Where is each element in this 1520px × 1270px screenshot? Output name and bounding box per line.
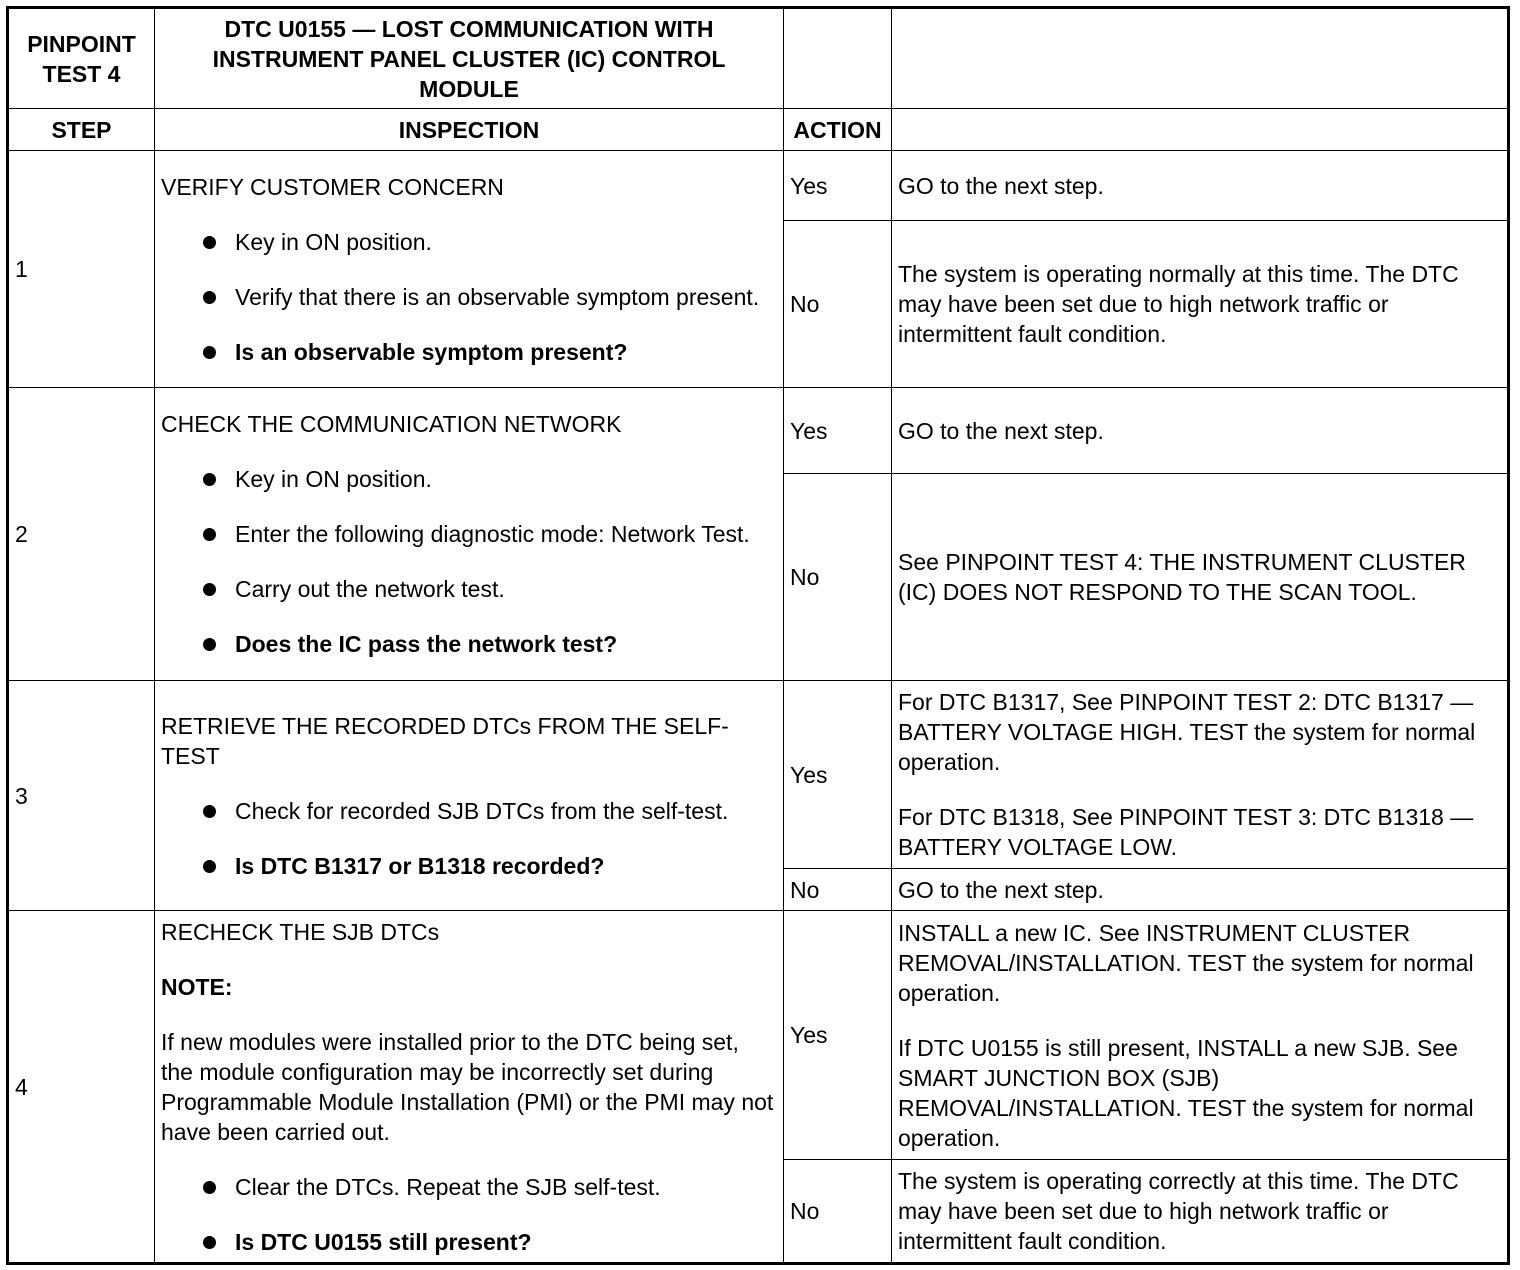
no-result: The system is operating normally at this time. The DTC may have been set due to high network traffic or intermittent fault condition. <box>892 221 1509 388</box>
test-title: DTC U0155 — LOST COMMUNICATION WITH INSTRUMENT PANEL CLUSTER (IC) CONTROL MODULE <box>155 8 784 109</box>
bullet-icon <box>203 528 216 541</box>
bullet-item: Carry out the network test. <box>161 574 777 604</box>
yes-label: Yes <box>784 151 892 221</box>
bullet-icon <box>203 236 216 249</box>
bullet-item: Key in ON position. <box>161 227 777 257</box>
step-1-bullet-list <box>161 227 777 367</box>
step-2-yes-row <box>8 388 1509 474</box>
step-heading: RECHECK THE SJB DTCs <box>161 918 440 945</box>
step-question: Does the IC pass the network test? <box>161 629 777 659</box>
title-row <box>8 8 1509 109</box>
step-number: 1 <box>8 151 155 388</box>
step-question: Is DTC U0155 still present? <box>161 1227 777 1257</box>
column-header-empty <box>892 109 1509 151</box>
bullet-icon <box>203 638 216 651</box>
no-result: GO to the next step. <box>892 869 1509 911</box>
yes-result: For DTC B1317, See PINPOINT TEST 2: DTC B1317 — BATTERY VOLTAGE HIGH. TEST the system for normal operation. For DTC B1318, See PINPOINT TEST 3: DTC B1318 — BATTERY VOLTAGE LOW. <box>892 681 1509 869</box>
bullet-item: Check for recorded SJB DTCs from the self-test. <box>161 796 777 826</box>
step-question: Is an observable symptom present? <box>161 337 777 367</box>
title-empty-cell <box>784 8 892 109</box>
yes-result: GO to the next step. <box>892 151 1509 221</box>
no-label: No <box>784 1160 892 1264</box>
step-number: 3 <box>8 681 155 911</box>
no-result: See PINPOINT TEST 4: THE INSTRUMENT CLUSTER (IC) DOES NOT RESPOND TO THE SCAN TOOL. <box>892 474 1509 681</box>
yes-label: Yes <box>784 911 892 1160</box>
column-header-row <box>8 109 1509 151</box>
bullet-icon <box>203 291 216 304</box>
yes-label: Yes <box>784 388 892 474</box>
bullet-icon <box>203 473 216 486</box>
step-4-yes-row <box>8 911 1509 1160</box>
bullet-icon <box>203 346 216 359</box>
yes-result: GO to the next step. <box>892 388 1509 474</box>
step-heading: VERIFY CUSTOMER CONCERN <box>161 173 504 200</box>
step-3-bullet-list <box>161 796 777 881</box>
test-label: PINPOINT TEST 4 <box>8 8 155 109</box>
step-1-inspection <box>155 151 784 388</box>
column-header-step: STEP <box>8 109 155 151</box>
step-1-yes-row <box>8 151 1509 221</box>
pinpoint-test-table <box>6 6 1510 1265</box>
yes-label: Yes <box>784 681 892 869</box>
no-result: The system is operating correctly at this time. The DTC may have been set due to high network traffic or intermittent fault condition. <box>892 1160 1509 1264</box>
yes-result: INSTALL a new IC. See INSTRUMENT CLUSTER REMOVAL/INSTALLATION. TEST the system for normal operation. If DTC U0155 is still present, INSTALL a new SJB. See SMART JUNCTION BOX (SJB) REMOVAL/INSTALLATION. TEST the system for normal operation. <box>892 911 1509 1160</box>
column-header-inspection: INSPECTION <box>155 109 784 151</box>
step-question: Is DTC B1317 or B1318 recorded? <box>161 851 777 881</box>
bullet-icon <box>203 860 216 873</box>
bullet-item: Enter the following diagnostic mode: Network Test. <box>161 519 777 549</box>
bullet-icon <box>203 805 216 818</box>
note-text: If new modules were installed prior to the DTC being set, the module configuration may be incorrectly set during Programmable Module Installation (PMI) or the PMI may not have been carried out. <box>161 1028 774 1145</box>
step-2-inspection <box>155 388 784 681</box>
step-heading: RETRIEVE THE RECORDED DTCs FROM THE SELF-TEST <box>161 712 729 769</box>
no-label: No <box>784 869 892 911</box>
bullet-icon <box>203 1181 216 1194</box>
bullet-item: Verify that there is an observable symptom present. <box>161 282 777 312</box>
bullet-icon <box>203 1236 216 1249</box>
step-3-inspection <box>155 681 784 911</box>
step-heading: CHECK THE COMMUNICATION NETWORK <box>161 411 622 437</box>
step-2-bullet-list <box>161 464 777 659</box>
no-label: No <box>784 474 892 681</box>
bullet-item: Key in ON position. <box>161 464 777 494</box>
bullet-item: Clear the DTCs. Repeat the SJB self-test. <box>161 1172 777 1202</box>
title-empty-cell-2 <box>892 8 1509 109</box>
no-label: No <box>784 221 892 388</box>
step-number: 2 <box>8 388 155 681</box>
note-label: NOTE: <box>161 973 233 1000</box>
step-3-yes-row <box>8 681 1509 869</box>
step-number: 4 <box>8 911 155 1264</box>
bullet-icon <box>203 583 216 596</box>
column-header-action: ACTION <box>784 109 892 151</box>
step-4-bullet-list <box>161 1172 777 1257</box>
step-4-inspection <box>155 911 784 1264</box>
